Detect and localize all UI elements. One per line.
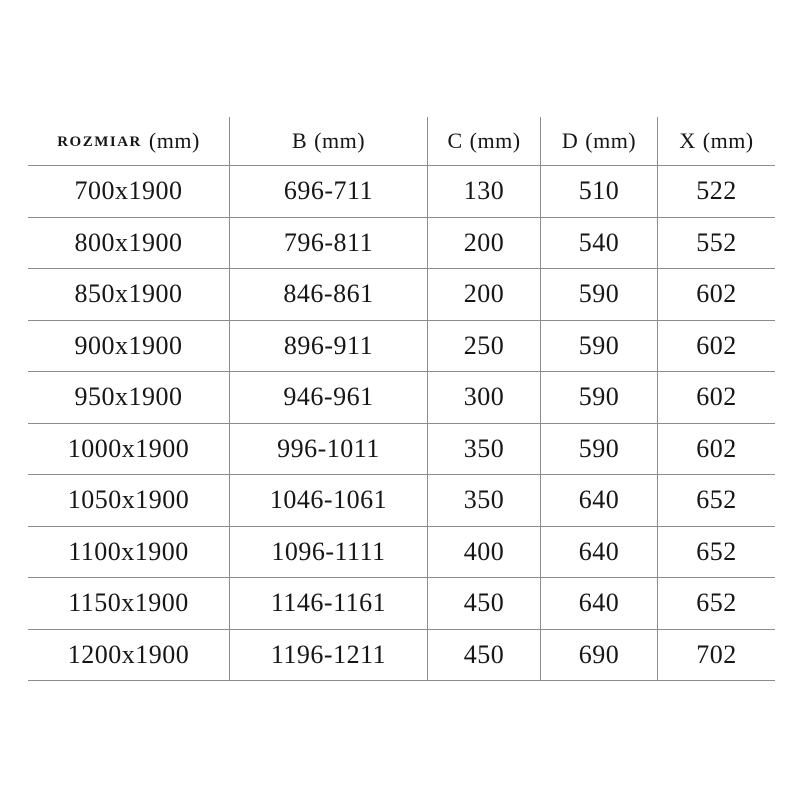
table-row	[28, 166, 775, 218]
column-header-b-label: B	[291, 128, 308, 153]
column-header-x	[658, 117, 775, 166]
cell-c: 400	[428, 527, 541, 579]
cell-rozmiar: 800x1900	[28, 218, 230, 270]
cell-c: 250	[428, 321, 541, 373]
table-row	[28, 578, 775, 630]
table-row	[28, 424, 775, 476]
table-row	[28, 269, 775, 321]
cell-d: 590	[541, 269, 658, 321]
cell-rozmiar: 950x1900	[28, 372, 230, 424]
cell-x: 652	[658, 527, 775, 579]
column-header-d	[541, 117, 658, 166]
cell-d: 540	[541, 218, 658, 270]
cell-rozmiar: 700x1900	[28, 166, 230, 218]
cell-b: 946-961	[230, 372, 428, 424]
cell-x: 602	[658, 372, 775, 424]
cell-b: 696-711	[230, 166, 428, 218]
size-spec-table	[28, 117, 775, 681]
cell-d: 690	[541, 630, 658, 682]
table-row	[28, 630, 775, 682]
column-header-b-unit: (mm)	[314, 128, 366, 153]
cell-b: 1046-1061	[230, 475, 428, 527]
cell-b: 996-1011	[230, 424, 428, 476]
cell-c: 450	[428, 630, 541, 682]
cell-rozmiar: 850x1900	[28, 269, 230, 321]
cell-x: 652	[658, 578, 775, 630]
cell-d: 590	[541, 321, 658, 373]
column-header-rozmiar-label: ROZMIAR	[57, 133, 142, 150]
cell-b: 896-911	[230, 321, 428, 373]
cell-c: 350	[428, 475, 541, 527]
cell-rozmiar: 1200x1900	[28, 630, 230, 682]
cell-c: 450	[428, 578, 541, 630]
column-header-c	[428, 117, 541, 166]
cell-x: 602	[658, 269, 775, 321]
column-header-x-unit: (mm)	[702, 128, 754, 153]
column-header-c-label: C	[447, 128, 463, 153]
cell-c: 300	[428, 372, 541, 424]
table-row	[28, 321, 775, 373]
cell-x: 602	[658, 321, 775, 373]
cell-x: 552	[658, 218, 775, 270]
cell-d: 590	[541, 372, 658, 424]
cell-rozmiar: 900x1900	[28, 321, 230, 373]
table-header-row	[28, 117, 775, 166]
cell-c: 200	[428, 218, 541, 270]
cell-x: 652	[658, 475, 775, 527]
column-header-c-unit: (mm)	[469, 128, 521, 153]
cell-d: 590	[541, 424, 658, 476]
column-header-d-unit: (mm)	[585, 128, 637, 153]
cell-rozmiar: 1050x1900	[28, 475, 230, 527]
column-header-rozmiar-unit: (mm)	[148, 128, 200, 153]
cell-b: 846-861	[230, 269, 428, 321]
table-row	[28, 218, 775, 270]
table-row	[28, 475, 775, 527]
cell-d: 640	[541, 527, 658, 579]
cell-c: 130	[428, 166, 541, 218]
column-header-b	[230, 117, 428, 166]
cell-d: 640	[541, 578, 658, 630]
cell-b: 1196-1211	[230, 630, 428, 682]
column-header-rozmiar	[28, 117, 230, 166]
cell-b: 1096-1111	[230, 527, 428, 579]
column-header-d-label: D	[561, 128, 579, 153]
table-row	[28, 527, 775, 579]
cell-rozmiar: 1000x1900	[28, 424, 230, 476]
cell-b: 1146-1161	[230, 578, 428, 630]
cell-d: 640	[541, 475, 658, 527]
table-row	[28, 372, 775, 424]
column-header-x-label: X	[679, 128, 696, 153]
cell-rozmiar: 1150x1900	[28, 578, 230, 630]
cell-c: 200	[428, 269, 541, 321]
cell-x: 702	[658, 630, 775, 682]
cell-c: 350	[428, 424, 541, 476]
cell-x: 522	[658, 166, 775, 218]
cell-d: 510	[541, 166, 658, 218]
cell-x: 602	[658, 424, 775, 476]
cell-b: 796-811	[230, 218, 428, 270]
cell-rozmiar: 1100x1900	[28, 527, 230, 579]
